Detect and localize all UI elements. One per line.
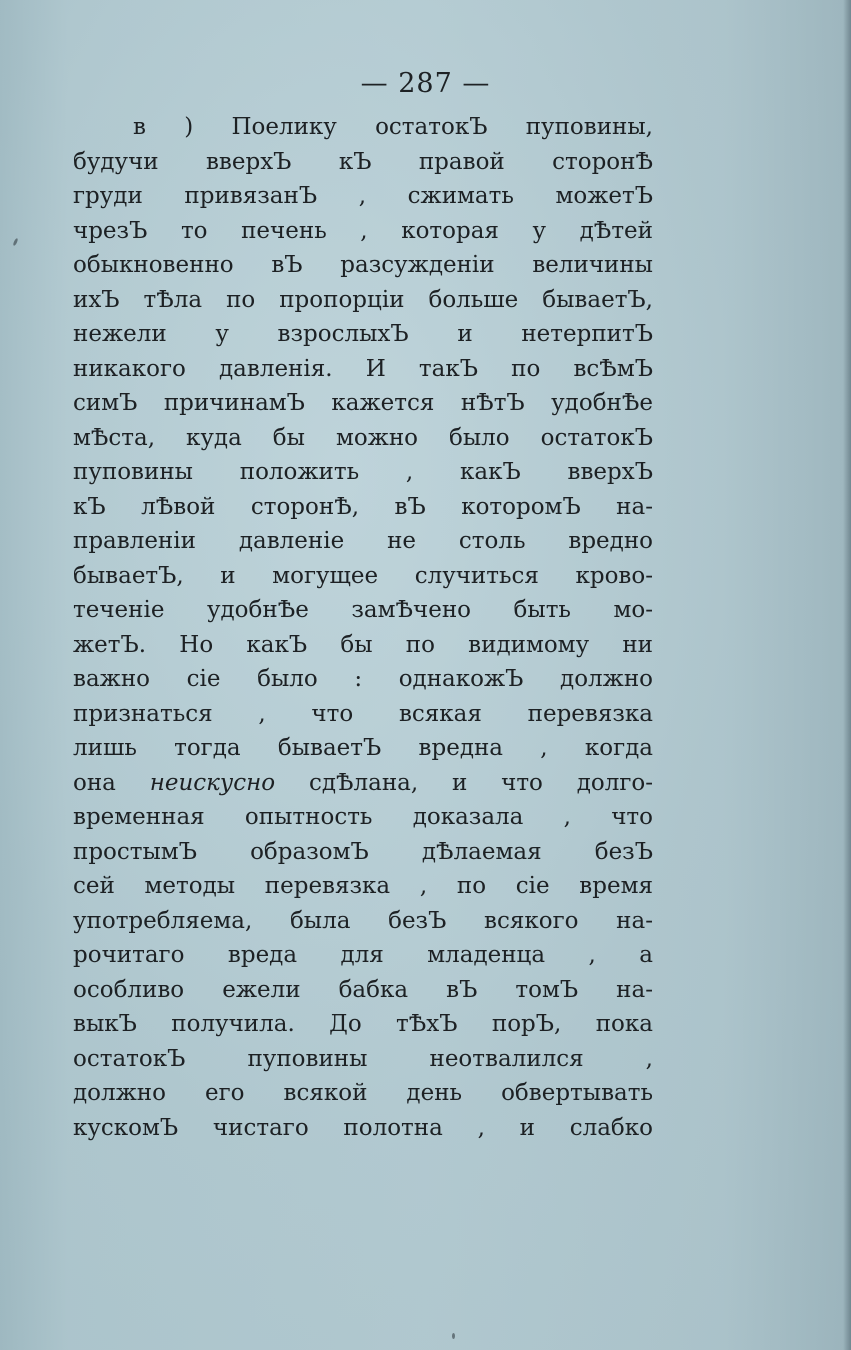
text-line: бываетЪ, и могущее случиться крово- [73,562,653,589]
text-line: выкЪ получила. До тѢхЪ порЪ, пока [73,1011,653,1037]
italic-word: неискусно [149,769,276,796]
line-suffix: сдѢлана, и что долго- [308,769,653,796]
text-line: сей методы перевязка , по сіе время [73,873,653,899]
text-line: остатокЪ пуповины неотвалился , [73,1045,653,1072]
text-line: пуповины положить , какЪ вверхЪ [73,459,653,485]
page-number: — 287 — [360,68,491,99]
text-line: мѢста, куда бы можно было остатокЪ [73,424,653,451]
text-line: признаться , что всякая перевязка [73,700,653,727]
text-line: ихЪ тѢла по пропорціи больше бываетЪ, [73,286,653,313]
text-line: никакого давленія. И такЪ по всѢмЪ [73,355,653,382]
text-line: симЪ причинамЪ кажется нѢтЪ удобнѢе [73,390,653,416]
text-line: нежели у взрослыхЪ и нетерпитЪ [73,321,653,347]
text-line: правленіи давленіе не столь вредно [73,528,653,554]
text-line: важно сіе было : однакожЪ должно [73,666,653,692]
text-line: чрезЪ то печень , которая у дѢтей [73,217,653,244]
text-line: должно его всякой день обвертывать [73,1080,653,1106]
paper-speck [12,238,18,247]
text-line: простымЪ образомЪ дѢлаемая безЪ [73,838,653,865]
text-line: груди привязанЪ , сжимать можетЪ [73,183,653,209]
paper-speck [452,1333,455,1339]
text-line: теченіе удобнѢе замѢчено быть мо- [73,597,653,623]
text-line: обыкновенно вЪ разсужденіи величины [73,252,653,278]
text-line: употребляема, была безЪ всякого на- [73,907,653,934]
text-line: рочитаго вреда для младенца , а [73,942,653,968]
text-line: в ) Поелику остатокЪ пуповины, [133,114,653,140]
text-line: жетЪ. Но какЪ бы по видимому ни [73,631,653,658]
text-line: будучи вверхЪ кЪ правой сторонѢ [73,148,653,175]
text-line: кускомЪ чистаго полотна , и слабко [73,1114,653,1141]
text-line: лишь тогда бываетЪ вредна , когда [73,735,653,761]
text-line: временная опытность доказала , что [73,804,653,830]
line-prefix: она [73,769,150,796]
text-line: особливо ежели бабка вЪ томЪ на- [73,976,653,1003]
body-text [73,110,653,1145]
page-edge-shadow [843,0,851,1350]
text-line-with-italic [73,766,653,801]
text-line: кЪ лѢвой сторонѢ, вЪ которомЪ на- [73,493,653,520]
